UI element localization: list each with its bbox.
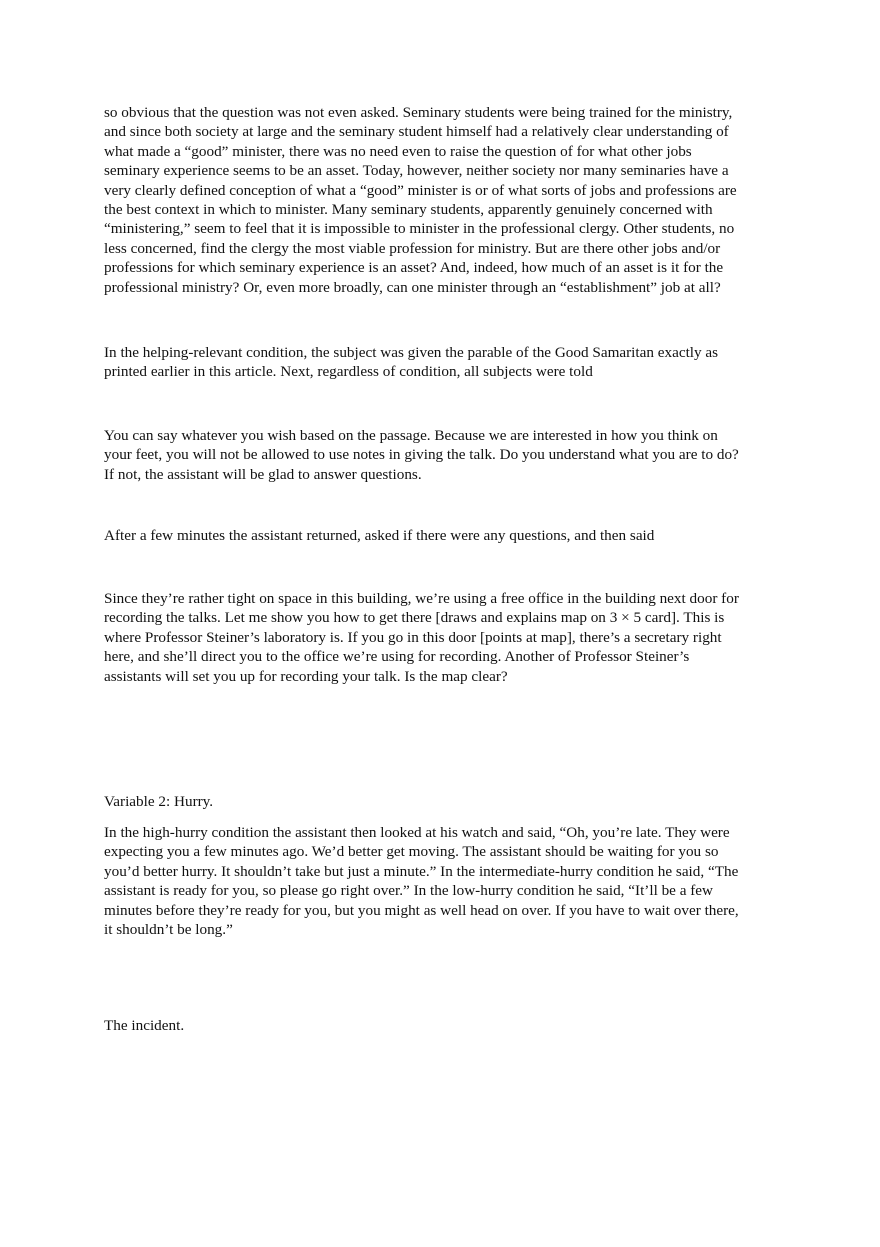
text-line: seminary experience seems to be an asset. Today, however, neither society nor many seminaries have a (104, 162, 729, 180)
text-line: In the helping-relevant condition, the subject was given the parable of the Good Samaritan exactly as (104, 344, 719, 361)
text-line: professions for which seminary experience is an asset? And, indeed, how much of an asset is it for the (104, 259, 724, 277)
text-line: After a few minutes the assistant returned, asked if there were any questions, and then said (104, 527, 655, 544)
text-line: assistants will set you up for recording your talk. Is the map clear? (104, 667, 508, 685)
text-line: your feet, you will not be allowed to use notes in giving the talk. Do you understand what you are to do? (104, 446, 739, 464)
text-line: You can say whatever you wish based on the passage. Because we are interested in how you think on (104, 427, 718, 444)
text-line: where Professor Steiner’s laboratory is. If you go in this door [points at map], there’s a secretary right (104, 628, 722, 646)
paragraph-instructions (104, 426, 776, 484)
text-line: professional ministry? Or, even more broadly, can one minister through an “establishment” job at all? (104, 278, 721, 296)
paragraph-hurry-conditions (104, 823, 776, 939)
text-line: printed earlier in this article. Next, regardless of condition, all subjects were told (104, 363, 593, 381)
text-line: here, and she’ll direct you to the office we’re using for recording. Another of Professor Steiner’s (104, 648, 690, 666)
heading-text: The incident. (104, 1017, 185, 1034)
paragraph-map-instructions (104, 589, 776, 686)
heading-text: Variable 2: Hurry. (104, 793, 214, 810)
text-line: less concerned, find the clergy the most viable profession for ministry. But are there other jobs and/or (104, 239, 721, 257)
paragraph-assistant-returned (104, 526, 776, 545)
text-line: recording the talks. Let me show you how to get there [draws and explains map on 3 × 5 card]. This is (104, 609, 725, 627)
text-line: expecting you a few minutes ago. We’d better get moving. The assistant should be waiting for you so (104, 843, 719, 861)
text-line: it shouldn’t be long.” (104, 921, 233, 939)
text-line: Since they’re rather tight on space in this building, we’re using a free office in the building next door for (104, 590, 739, 607)
paragraph-helping-relevant-condition (104, 343, 776, 382)
text-line: In the high-hurry condition the assistant then looked at his watch and said, “Oh, you’re late. They were (104, 824, 730, 841)
text-line: the best context in which to minister. Many seminary students, apparently genuinely concerned with (104, 201, 713, 219)
section-heading-hurry (104, 792, 776, 811)
section-heading-incident (104, 1016, 776, 1035)
text-line: you’d better hurry. It shouldn’t take but just a minute.” In the intermediate-hurry condition he said, “The (104, 862, 739, 880)
text-line: so obvious that the question was not even asked. Seminary students were being trained for the ministry, (104, 104, 733, 121)
text-line: and since both society at large and the seminary student himself had a relatively clear understanding of (104, 123, 729, 141)
paragraph-seminary-context (104, 103, 776, 297)
text-line: what made a “good” minister, there was no need even to raise the question of for what other jobs (104, 142, 692, 160)
text-line: minutes before they’re ready for you, but you might as well head on over. If you have to wait over there, (104, 901, 739, 919)
text-line: assistant is ready for you, so please go right over.” In the low-hurry condition he said, “It’ll be a few (104, 882, 714, 900)
text-line: very clearly defined conception of what a “good” minister is or of what sorts of jobs and professions are (104, 181, 737, 199)
text-line: If not, the assistant will be glad to answer questions. (104, 465, 422, 483)
text-line: “ministering,” seem to feel that it is impossible to minister in the professional clergy. Other students, no (104, 220, 735, 238)
